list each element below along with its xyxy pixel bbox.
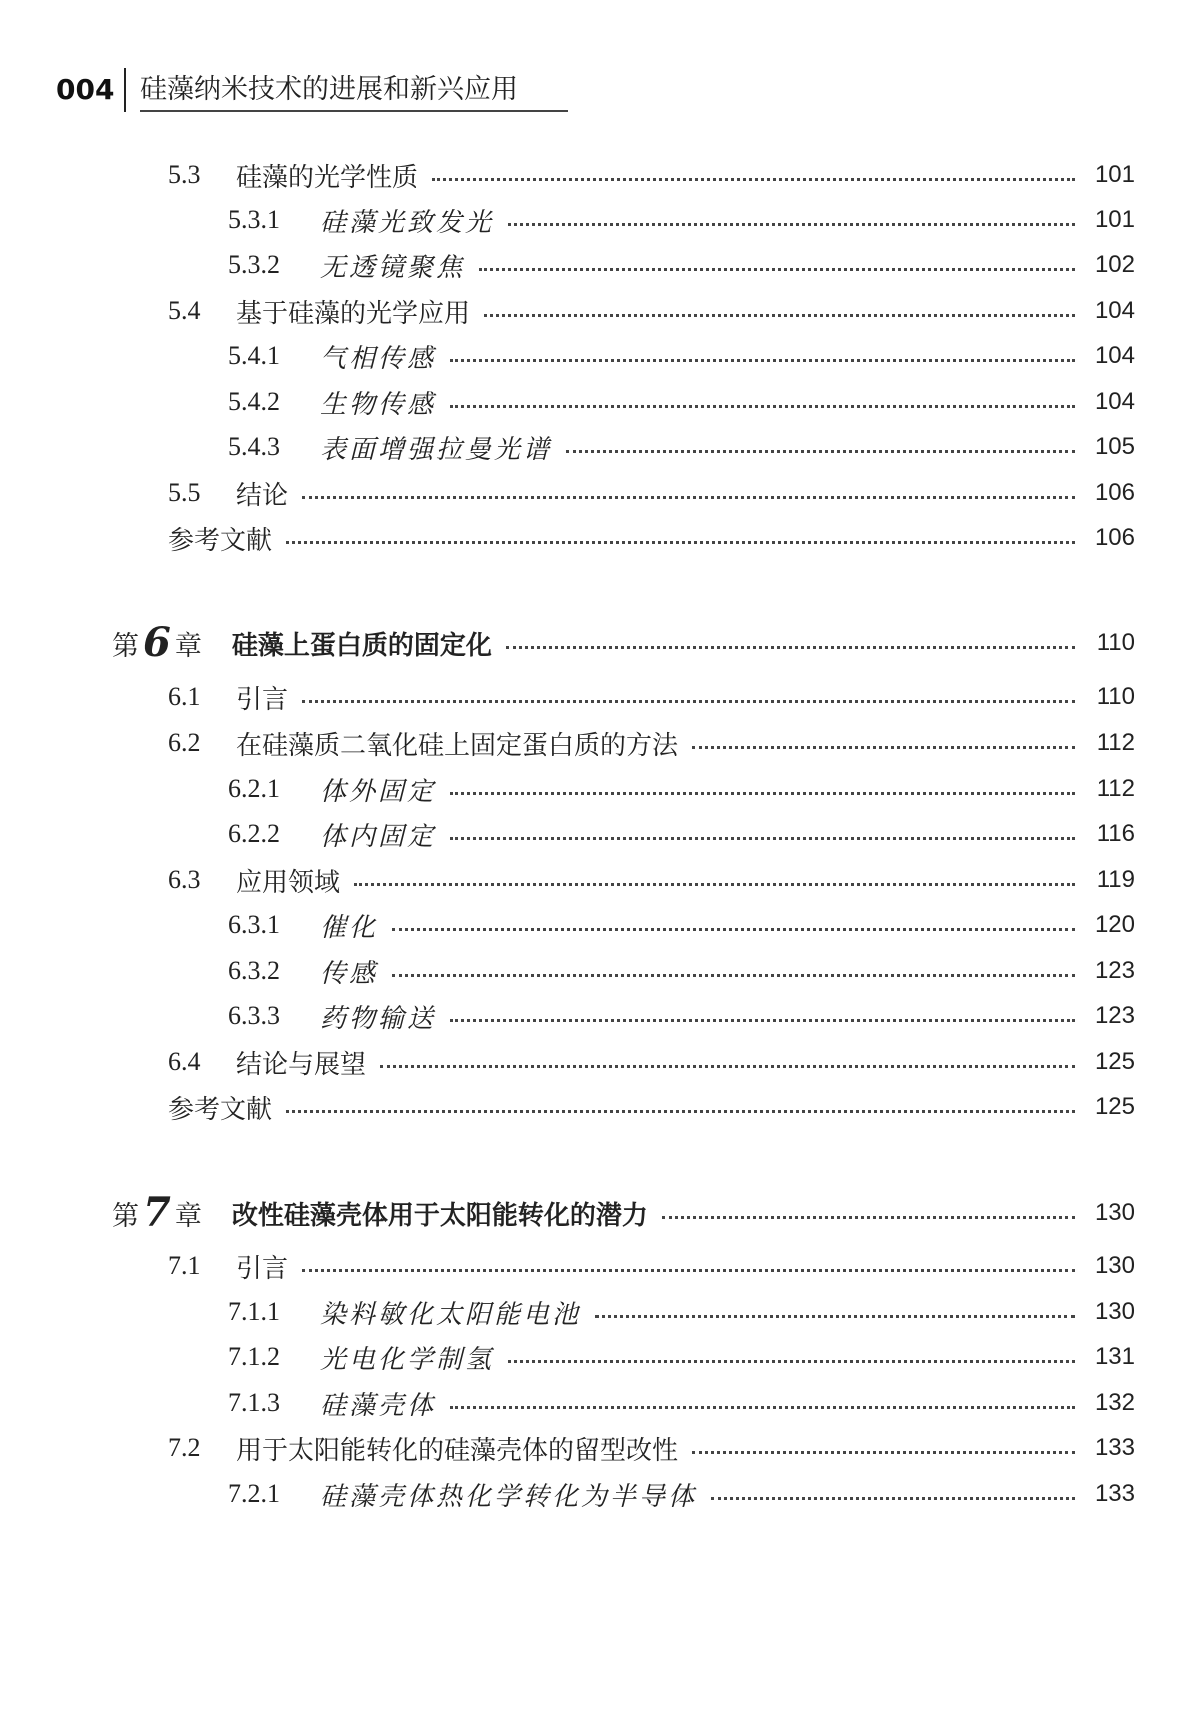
dot-leader (484, 314, 1075, 317)
section-number: 6.4 (168, 1047, 201, 1076)
dot-leader (302, 700, 1075, 703)
toc-section-entry[interactable] (168, 473, 1135, 513)
section-number: 6.1 (168, 682, 201, 711)
page-number-ref: 104 (1094, 297, 1135, 324)
section-title: 硅藻的光学性质 (236, 162, 419, 193)
subsection-number: 6.2.2 (228, 819, 280, 848)
subsection-number: 5.3.1 (228, 205, 280, 234)
toc-subsection-entry[interactable] (228, 1383, 1135, 1423)
page-number-ref: 116 (1096, 820, 1135, 847)
subsection-title: 体外固定 (320, 776, 437, 807)
toc-subsection-entry[interactable] (228, 382, 1135, 422)
chapter-prefix: 第 (112, 1200, 139, 1232)
section-number: 5.4 (168, 296, 201, 325)
page-number-ref: 130 (1094, 1199, 1135, 1226)
section-title: 基于硅藻的光学应用 (236, 298, 471, 329)
section-title: 参考文献 (168, 1094, 273, 1125)
section-title: 在硅藻质二氧化硅上固定蛋白质的方法 (236, 730, 679, 761)
toc-chapter-entry[interactable] (112, 1189, 1135, 1236)
section-number: 7.2 (168, 1433, 201, 1462)
dot-leader (450, 1019, 1075, 1022)
section-title: 参考文献 (168, 525, 273, 556)
section-title: 用于太阳能转化的硅藻壳体的留型改性 (236, 1435, 679, 1466)
toc-subsection-entry[interactable] (228, 814, 1135, 854)
page-number-ref: 112 (1096, 775, 1135, 802)
page-number-ref: 123 (1094, 957, 1135, 984)
dot-leader (595, 1315, 1075, 1318)
dot-leader (692, 1451, 1075, 1454)
subsection-number: 7.1.1 (228, 1297, 280, 1326)
dot-leader (566, 450, 1075, 453)
dot-leader (450, 405, 1075, 408)
subsection-number: 5.3.2 (228, 250, 280, 279)
dot-leader (506, 646, 1075, 649)
toc-section-entry[interactable] (168, 518, 1135, 558)
toc-subsection-entry[interactable] (228, 769, 1135, 809)
dot-leader (450, 837, 1075, 840)
toc-section-entry[interactable] (168, 677, 1135, 717)
section-title: 结论与展望 (236, 1049, 367, 1080)
dot-leader (662, 1216, 1075, 1219)
dot-leader (302, 1269, 1075, 1272)
dot-leader (286, 1110, 1075, 1113)
subsection-number: 7.1.3 (228, 1388, 280, 1417)
toc-section-entry[interactable] (168, 1087, 1135, 1127)
dot-leader (508, 223, 1075, 226)
dot-leader (392, 974, 1075, 977)
chapter-title: 改性硅藻壳体用于太阳能转化的潜力 (231, 1200, 648, 1231)
dot-leader (392, 928, 1075, 931)
page-number-ref: 112 (1096, 729, 1135, 756)
section-title: 引言 (236, 684, 289, 715)
dot-leader (354, 883, 1075, 886)
chapter-suffix: 章 (174, 1200, 202, 1232)
toc-section-entry[interactable] (168, 155, 1135, 195)
page-number-ref: 104 (1094, 342, 1135, 369)
section-number: 6.3 (168, 865, 201, 894)
chapter-number: 7 (143, 1189, 171, 1236)
subsection-title: 无透镜聚焦 (320, 252, 466, 283)
toc-chapter-entry[interactable] (112, 619, 1135, 666)
subsection-number: 5.4.1 (228, 341, 280, 370)
page-number-ref: 105 (1094, 433, 1135, 460)
subsection-title: 硅藻壳体 (320, 1390, 437, 1421)
toc-section-entry[interactable] (168, 860, 1135, 900)
dot-leader (286, 541, 1075, 544)
subsection-title: 生物传感 (320, 389, 437, 420)
subsection-number: 5.4.2 (228, 387, 280, 416)
dot-leader (432, 178, 1075, 181)
page-number: 004 (56, 73, 115, 106)
subsection-number: 5.4.3 (228, 432, 280, 461)
toc-subsection-entry[interactable] (228, 951, 1135, 991)
subsection-number: 7.2.1 (228, 1479, 280, 1508)
page-number-ref: 133 (1094, 1434, 1135, 1461)
dot-leader (479, 268, 1075, 271)
subsection-title: 体内固定 (320, 821, 437, 852)
subsection-title: 硅藻光致发光 (320, 207, 495, 238)
toc-subsection-entry[interactable] (228, 1337, 1135, 1377)
dot-leader (450, 359, 1075, 362)
section-number: 6.2 (168, 728, 201, 757)
page-number-ref: 131 (1094, 1343, 1135, 1370)
toc-subsection-entry[interactable] (228, 336, 1135, 376)
toc-section-entry[interactable] (168, 1428, 1135, 1468)
page-number-ref: 101 (1094, 206, 1135, 233)
subsection-number: 6.3.1 (228, 910, 280, 939)
chapter-prefix: 第 (112, 630, 139, 662)
subsection-title: 药物输送 (320, 1003, 437, 1034)
page-number-ref: 130 (1094, 1298, 1135, 1325)
subsection-title: 光电化学制氢 (320, 1344, 495, 1375)
subsection-number: 6.3.2 (228, 956, 280, 985)
subsection-number: 7.1.2 (228, 1342, 280, 1371)
subsection-title: 传感 (320, 958, 379, 989)
subsection-title: 染料敏化太阳能电池 (320, 1299, 582, 1330)
toc-subsection-entry[interactable] (228, 1474, 1135, 1514)
toc-section-entry[interactable] (168, 1042, 1135, 1082)
page-number-ref: 110 (1096, 683, 1135, 710)
section-title: 结论 (236, 480, 289, 511)
page-number-ref: 110 (1096, 629, 1135, 656)
dot-leader (380, 1065, 1075, 1068)
section-number: 7.1 (168, 1251, 201, 1280)
toc-subsection-entry[interactable] (228, 427, 1135, 467)
chapter-title: 硅藻上蛋白质的固定化 (231, 630, 492, 661)
subsection-title: 硅藻壳体热化学转化为半导体 (320, 1481, 698, 1512)
toc-subsection-entry[interactable] (228, 996, 1135, 1036)
page-number-ref: 120 (1094, 911, 1135, 938)
toc-subsection-entry[interactable] (228, 905, 1135, 945)
chapter-suffix: 章 (174, 630, 202, 662)
subsection-number: 6.2.1 (228, 774, 280, 803)
section-title: 引言 (236, 1253, 289, 1284)
page-number-ref: 125 (1094, 1048, 1135, 1075)
page-number-ref: 106 (1094, 524, 1135, 551)
section-title: 应用领域 (236, 867, 341, 898)
toc-section-entry[interactable] (168, 723, 1135, 763)
page-number-ref: 102 (1094, 251, 1135, 278)
page-number-ref: 132 (1094, 1389, 1135, 1416)
section-number: 5.3 (168, 160, 201, 189)
page-number-ref: 106 (1094, 479, 1135, 506)
section-number: 5.5 (168, 478, 201, 507)
toc-subsection-entry[interactable] (228, 1292, 1135, 1332)
chapter-number: 6 (143, 619, 171, 666)
dot-leader (508, 1360, 1075, 1363)
toc-subsection-entry[interactable] (228, 200, 1135, 240)
dot-leader (302, 496, 1075, 499)
dot-leader (450, 792, 1075, 795)
dot-leader (711, 1497, 1075, 1500)
subsection-title: 催化 (320, 912, 379, 943)
toc-subsection-entry[interactable] (228, 245, 1135, 285)
page-number-ref: 101 (1094, 161, 1135, 188)
page-number-ref: 104 (1094, 388, 1135, 415)
page-number-ref: 125 (1094, 1093, 1135, 1120)
dot-leader (450, 1406, 1075, 1409)
page-number-ref: 130 (1094, 1252, 1135, 1279)
page-number-ref: 123 (1094, 1002, 1135, 1029)
subsection-number: 6.3.3 (228, 1001, 280, 1030)
subsection-title: 表面增强拉曼光谱 (320, 434, 553, 465)
subsection-title: 气相传感 (320, 343, 437, 374)
book-title: 硅藻纳米技术的进展和新兴应用 (140, 70, 568, 112)
toc-section-entry[interactable] (168, 291, 1135, 331)
page-number-ref: 133 (1094, 1480, 1135, 1507)
dot-leader (692, 746, 1075, 749)
page-number-ref: 119 (1096, 866, 1135, 893)
toc-section-entry[interactable] (168, 1246, 1135, 1286)
